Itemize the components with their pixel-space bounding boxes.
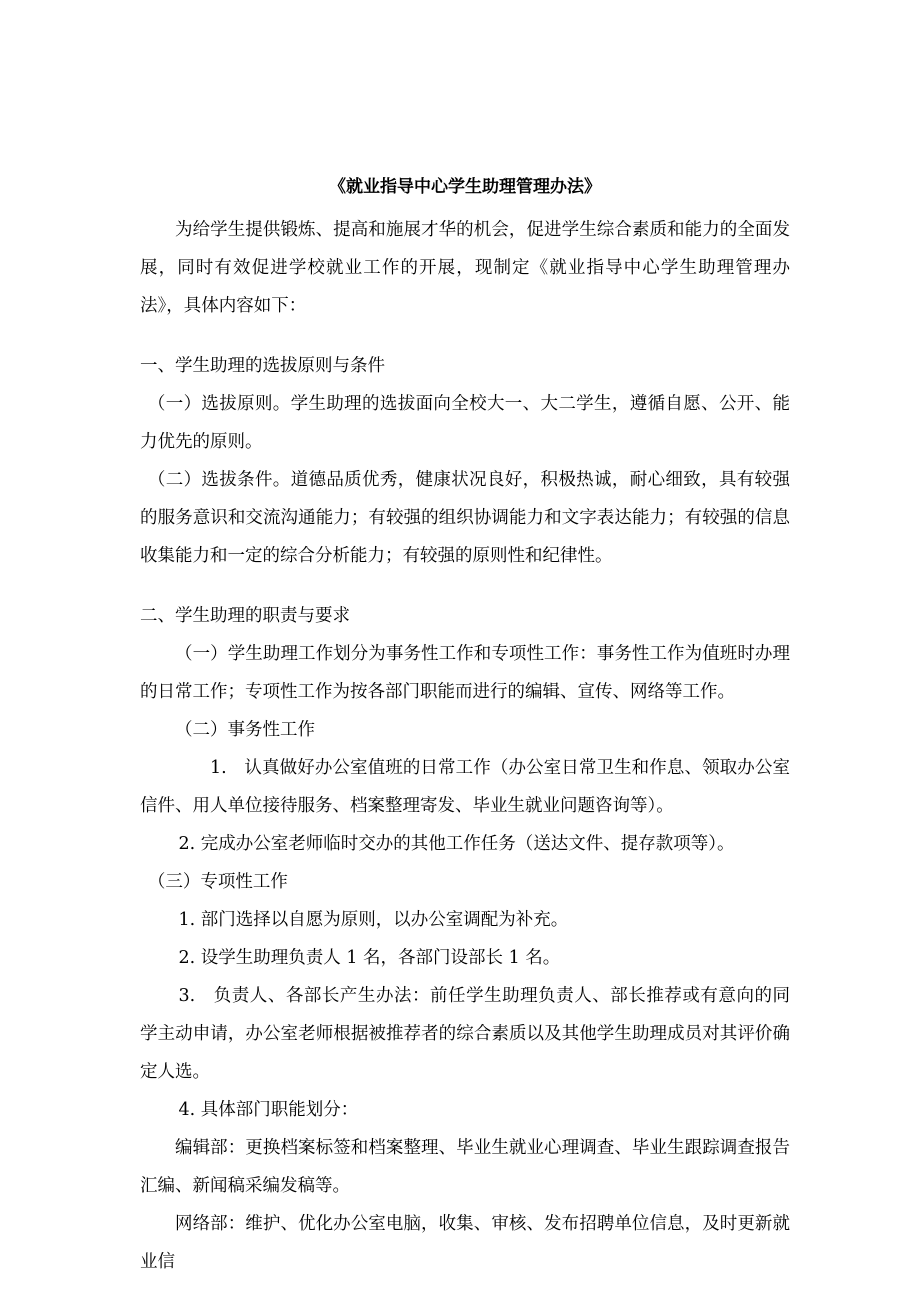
paragraph-intro: 为给学生提供锻炼、提高和施展才华的机会，促进学生综合素质和能力的全面发展，同时有效促进学校就业工作的开展，现制定《就业指导中心学生助理管理办法》，具体内容如下： [140,220,790,316]
paragraph-editorial-dept: 编辑部：更换档案标签和档案整理、毕业生就业心理调查、毕业生跟踪调查报告汇编、新闻稿采编发稿等。 [140,1138,790,1196]
paragraph-special-item-2: 2. 设学生助理负责人 1 名，各部门设部长 1 名。 [178,948,561,968]
subheading-routine-work: （二）事务性工作 [175,720,315,740]
paragraph-special-item-4: 4. 具体部门职能划分： [178,1100,359,1120]
paragraph-network-dept: 网络部：维护、优化办公室电脑，收集、审核、发布招聘单位信息，及时更新就业信 [140,1214,790,1272]
document-title: 《就业指导中心学生助理管理办法》 [329,177,601,197]
paragraph-selection-conditions: （二）选拔条件。道德品质优秀，健康状况良好，积极热诚，耐心细致，具有较强的服务意识和交流沟通能力；有较强的组织协调能力和文字表达能力；有较强的信息收集能力和一定的综合分析能力；有较强的原则性和纪律性。 [140,470,790,566]
section-heading-selection: 一、学生助理的选拔原则与条件 [140,356,385,376]
paragraph-routine-item-1: 1. 认真做好办公室值班的日常工作（办公室日常卫生和作息、领取办公室信件、用人单位接待服务、档案整理寄发、毕业生就业问题咨询等）。 [140,758,790,816]
paragraph-special-item-1: 1. 部门选择以自愿为原则，以办公室调配为补充。 [178,910,569,930]
paragraph-selection-principle: （一）选拔原则。学生助理的选拔面向全校大一、大二学生，遵循自愿、公开、能力优先的原则。 [140,394,790,452]
blank-line [140,575,790,597]
section-heading-duties: 二、学生助理的职责与要求 [140,606,350,626]
blank-line [140,325,790,347]
paragraph-work-division: （一）学生助理工作划分为事务性工作和专项性工作：事务性工作为值班时办理的日常工作；专项性工作为按各部门职能而进行的编辑、宣传、网络等工作。 [140,644,790,702]
paragraph-special-item-3: 3. 负责人、各部长产生办法：前任学生助理负责人、部长推荐或有意向的同学主动申请，办公室老师根据被推荐者的综合素质以及其他学生助理成员对其评价确定人选。 [140,986,790,1082]
paragraph-routine-item-2: 2. 完成办公室老师临时交办的其他工作任务（送达文件、提存款项等）。 [178,834,735,854]
subheading-special-work: （三）专项性工作 [147,872,288,892]
